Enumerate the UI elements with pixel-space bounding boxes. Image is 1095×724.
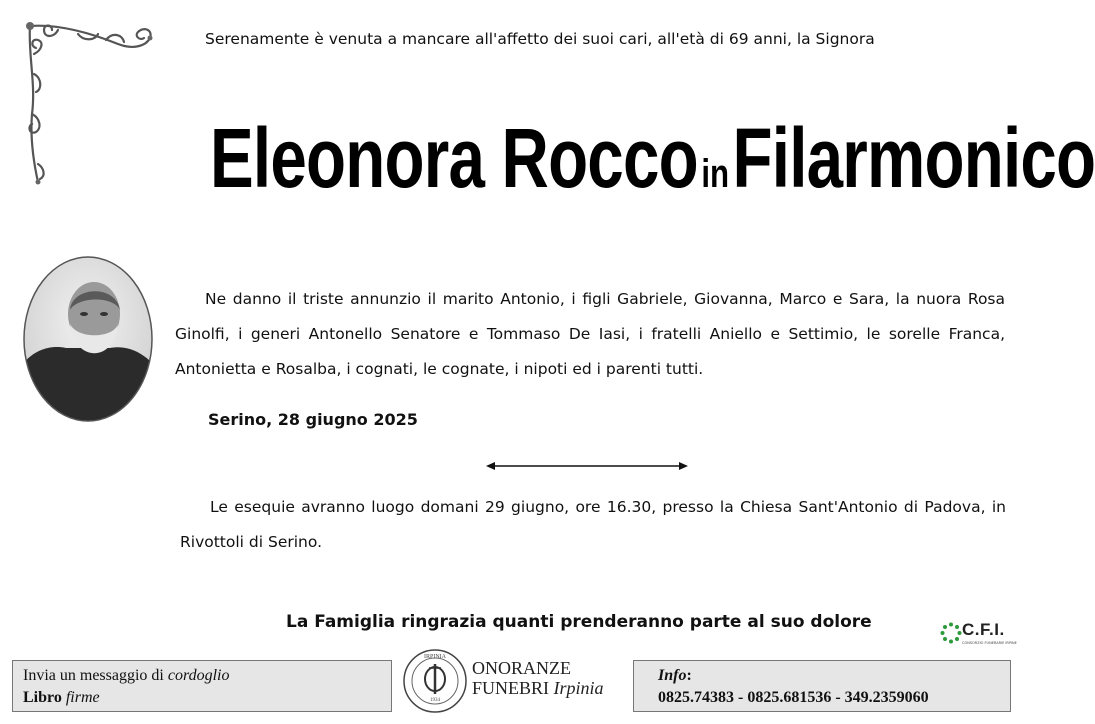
place-date: Serino, 28 giugno 2025 xyxy=(208,410,418,429)
guestbook-italic: firme xyxy=(65,689,100,706)
funeral-home-logo-icon xyxy=(402,648,468,714)
phone-numbers[interactable]: 0825.74383 - 0825.681536 - 349.2359060 xyxy=(658,689,929,706)
announcement-text: Ne danno il triste annunzio il marito Antonio, i figli Gabriele, Giovanna, Marco e Sara, la nuora Rosa Ginolfi, i generi Antonello Senatore e Tommaso De Iasi, i fratelli Aniello e Settimio, le sorelle Franca, Antonietta e Rosalba, i cognati, le cognate, i nipoti ed i parenti tutti. xyxy=(175,290,1005,378)
double-arrow-divider-icon xyxy=(486,460,688,472)
guestbook-prefix: Libro xyxy=(23,689,62,706)
condolence-prefix: Invia un messaggio di xyxy=(23,667,164,684)
deceased-name xyxy=(210,110,1095,207)
cfi-subtitle: CONSORZIO FUNERARIE IRPINE xyxy=(962,641,1017,645)
condolence-italic: cordoglio xyxy=(167,667,230,684)
cfi-label: C.F.I. xyxy=(962,620,1005,639)
logo-top-text: IRPINIA xyxy=(424,654,446,660)
brand-line-2 xyxy=(472,678,604,698)
floral-corner-ornament-icon xyxy=(18,14,158,189)
info-label-text: Info xyxy=(658,667,687,684)
cfi-dots-logo-icon xyxy=(940,622,962,644)
deceased-name-last: Filarmonico xyxy=(732,111,1095,205)
deceased-name-first: Eleonora Rocco xyxy=(210,111,698,205)
brand-funebri: FUNEBRI xyxy=(472,678,550,698)
condolence-box[interactable] xyxy=(12,660,392,712)
guestbook-link[interactable] xyxy=(23,687,381,709)
portrait-photo xyxy=(18,252,158,427)
deceased-name-connector: in xyxy=(701,152,730,196)
info-colon: : xyxy=(686,667,692,684)
brand-line-1: ONORANZE xyxy=(472,658,571,678)
intro-text: Serenamente è venuta a mancare all'affetto dei suoi cari, all'età di 69 anni, la Signora xyxy=(205,30,875,48)
brand-irpinia: Irpinia xyxy=(553,678,604,698)
logo-year-text: 1934 xyxy=(430,698,440,703)
info-box xyxy=(633,660,1011,712)
condolence-link[interactable] xyxy=(23,665,381,687)
funeral-details: Le esequie avranno luogo domani 29 giugno, ore 16.30, presso la Chiesa Sant'Antonio di Padova, in Rivottoli di Serino. xyxy=(180,498,1006,551)
family-thanks: La Famiglia ringrazia quanti prenderanno parte al suo dolore xyxy=(286,612,872,632)
info-label xyxy=(658,665,1000,687)
funeral-home-brand xyxy=(472,658,604,698)
cfi-logo xyxy=(940,619,1016,649)
